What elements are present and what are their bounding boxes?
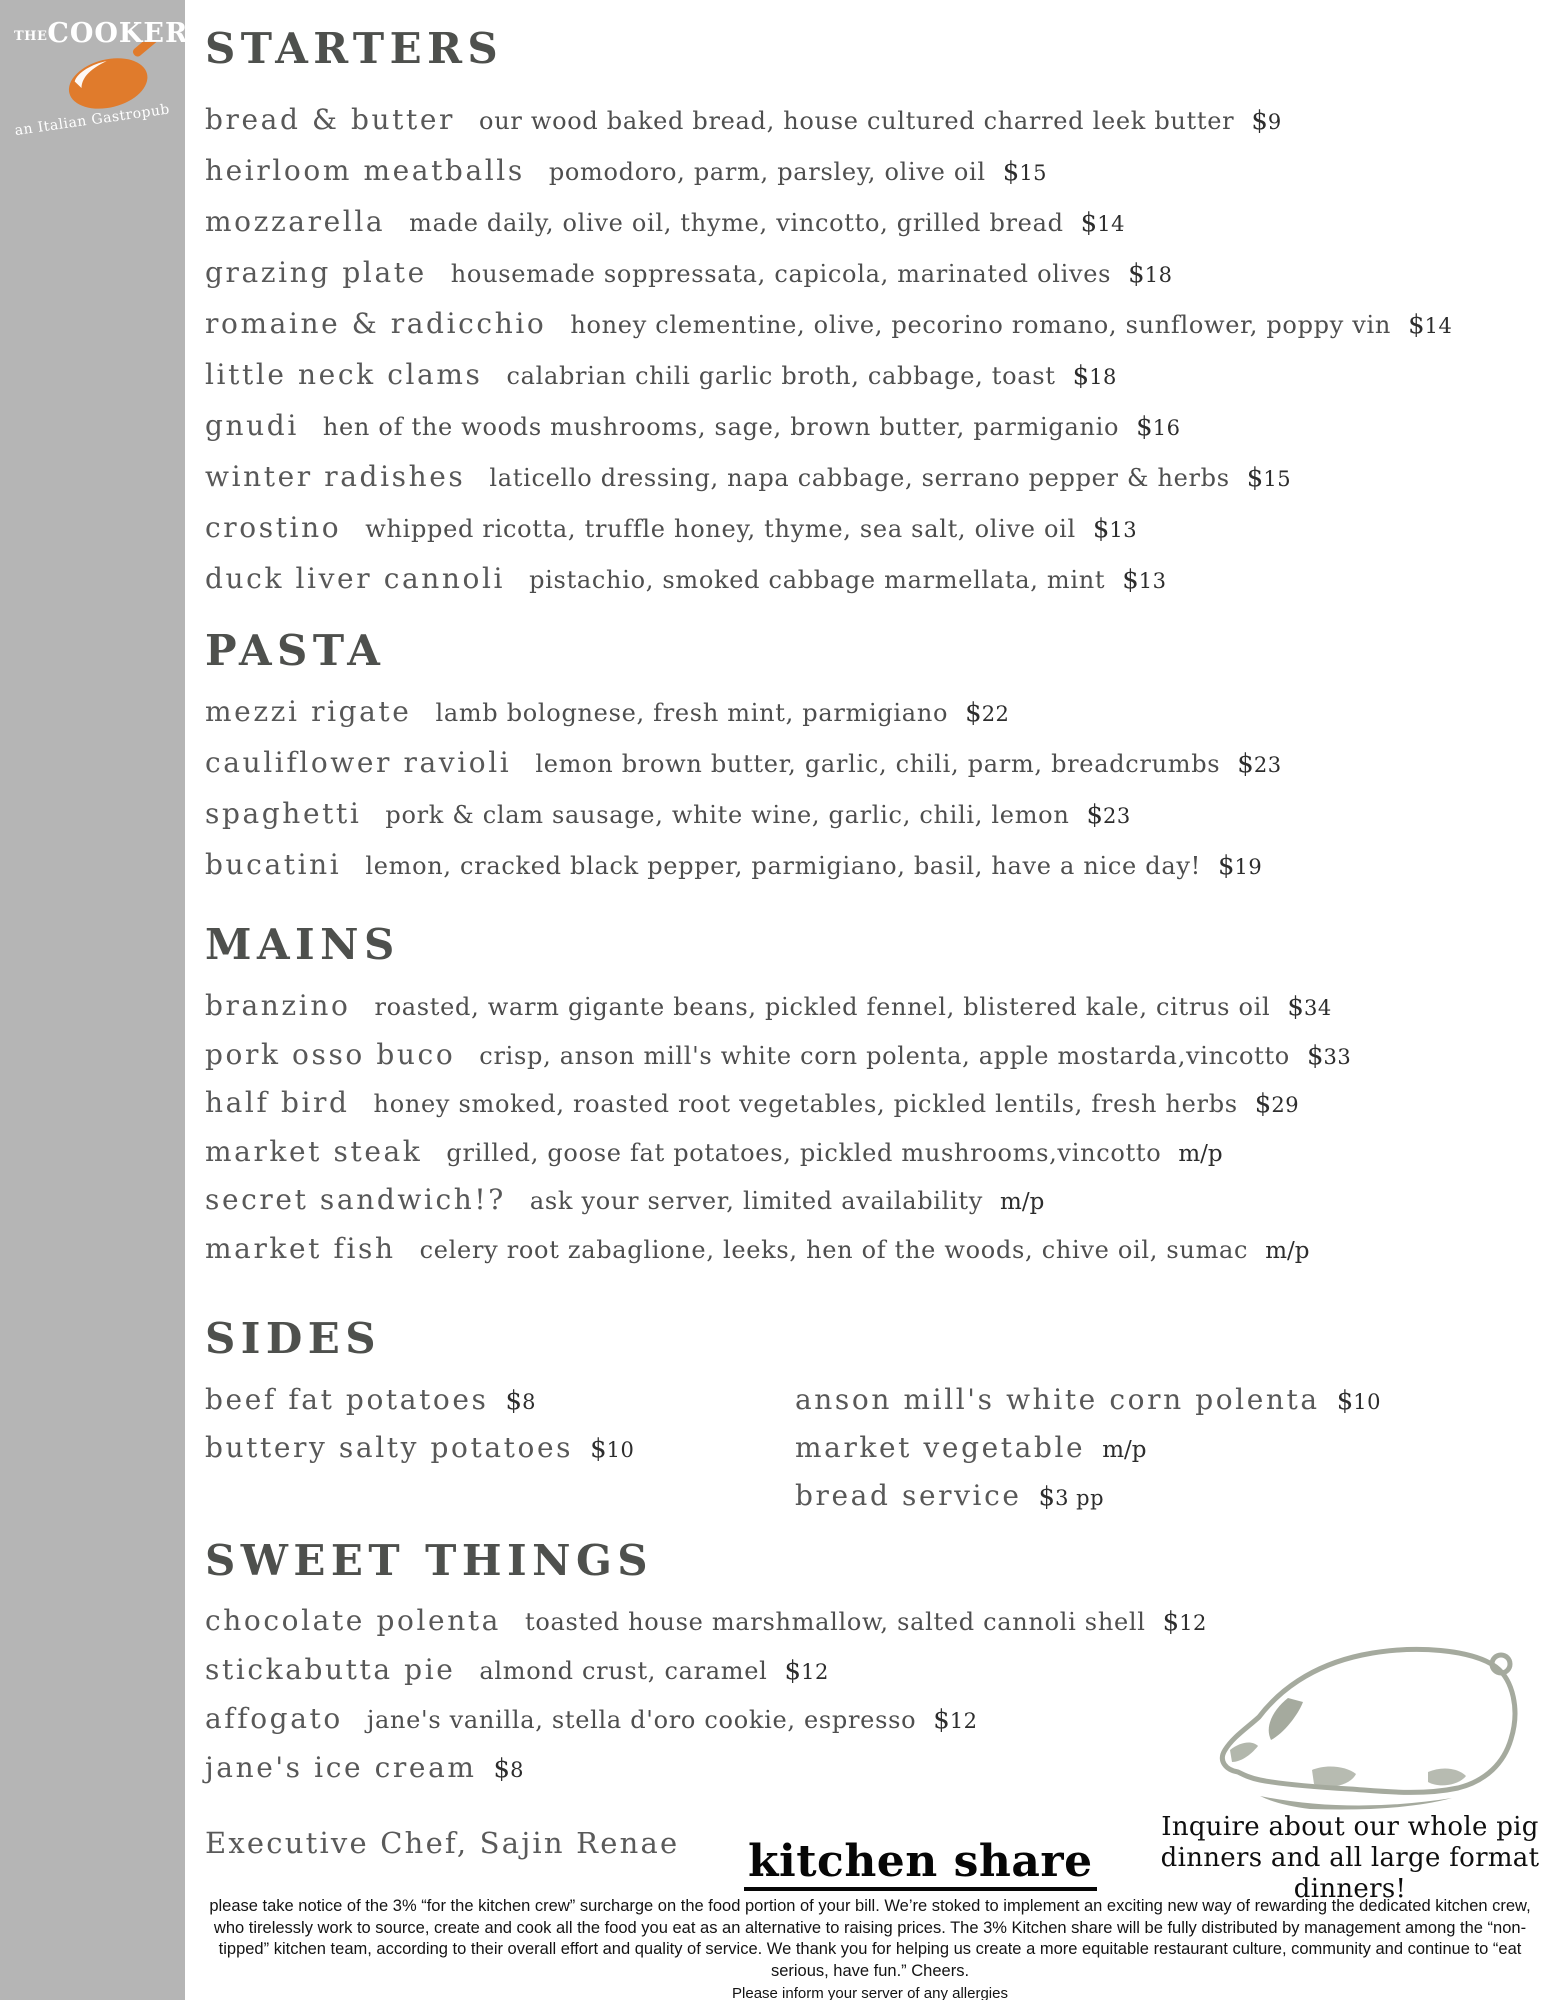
item-name: bread & butter <box>205 103 456 136</box>
logo-the: THE <box>14 29 48 44</box>
menu-item <box>205 1031 1544 1080</box>
item-name: romaine & radicchio <box>205 307 547 340</box>
item-description: lemon, cracked black pepper, parmigiano, basil, have a nice day! <box>365 852 1201 880</box>
item-price: $18 <box>1128 259 1173 289</box>
menu-item <box>205 788 1544 839</box>
item-name: crostino <box>205 511 342 544</box>
item-price: $23 <box>1086 800 1131 830</box>
item-description: ask your server, limited availability <box>529 1187 984 1215</box>
item-price: m/p <box>1265 1237 1310 1264</box>
item-description: pistachio, smoked cabbage marmellata, mint <box>529 566 1106 594</box>
item-price: $29 <box>1254 1089 1300 1119</box>
item-description: calabrian chili garlic broth, cabbage, toast <box>506 362 1056 390</box>
item-price: $19 <box>1217 851 1263 881</box>
section-title: MAINS <box>205 920 400 969</box>
item-price: $15 <box>1002 157 1048 187</box>
item-price: $16 <box>1136 412 1181 442</box>
item-description: lamb bolognese, fresh mint, parmigiano <box>435 699 949 727</box>
item-name: pork osso buco <box>205 1037 456 1071</box>
allergy-note: Please inform your server of any allergies <box>732 1985 1008 2000</box>
item-price: $14 <box>1408 310 1453 340</box>
item-name: market fish <box>205 1231 396 1265</box>
menu-item <box>205 298 1544 349</box>
item-description: whipped ricotta, truffle honey, thyme, sea salt, olive oil <box>365 515 1076 543</box>
section-pasta <box>205 628 1544 890</box>
menu-item <box>205 349 1544 400</box>
menu-item <box>205 451 1544 502</box>
section-columns <box>205 1376 1544 1520</box>
item-description: pomodoro, parm, parsley, olive oil <box>548 158 986 186</box>
pig-illustration <box>1200 1622 1535 1814</box>
item-price: $13 <box>1122 565 1167 595</box>
item-name: mezzi rigate <box>205 695 412 728</box>
item-price: m/p <box>1178 1140 1223 1167</box>
item-name: market vegetable <box>795 1431 1086 1464</box>
menu-item <box>205 839 1544 890</box>
section-starters <box>205 26 1544 604</box>
sides-column-right <box>795 1376 1544 1520</box>
item-price: $10 <box>1336 1386 1381 1416</box>
item-name: gnudi <box>205 409 299 442</box>
item-name: stickabutta pie <box>205 1653 456 1686</box>
item-description: roasted, warm gigante beans, pickled fennel, blistered kale, citrus oil <box>374 993 1271 1021</box>
item-description: crisp, anson mill's white corn polenta, apple mostarda,vincotto <box>479 1041 1290 1070</box>
item-name: branzino <box>205 989 351 1022</box>
item-name: half bird <box>205 1086 350 1119</box>
item-name: jane's ice cream <box>205 1751 477 1784</box>
item-price: $13 <box>1092 514 1138 544</box>
menu-item <box>795 1376 1544 1424</box>
item-price: $15 <box>1246 463 1292 493</box>
section-items <box>205 94 1544 604</box>
item-name: bucatini <box>205 848 342 881</box>
menu-item <box>205 400 1544 451</box>
item-price: $12 <box>784 1656 829 1686</box>
menu-item <box>205 1176 1544 1225</box>
menu-item <box>205 247 1544 298</box>
item-name: little neck clams <box>205 358 483 391</box>
whole-pig-note-line1: Inquire about our whole pig <box>1161 1812 1539 1842</box>
item-price: $33 <box>1306 1040 1352 1071</box>
item-price: $18 <box>1072 361 1117 391</box>
item-name: affogato <box>205 1702 343 1735</box>
section-title: SWEET THINGS <box>205 1536 654 1585</box>
item-description: celery root zabaglione, leeks, hen of the woods, chive oil, sumac <box>419 1235 1249 1264</box>
menu-item <box>795 1424 1544 1472</box>
item-name: buttery salty potatoes <box>205 1431 574 1464</box>
item-price: $8 <box>493 1754 524 1784</box>
menu-item <box>205 94 1544 145</box>
item-price: $10 <box>590 1434 635 1464</box>
item-price: m/p <box>1000 1189 1045 1215</box>
menu-item <box>205 1128 1544 1177</box>
menu-item <box>205 502 1544 553</box>
menu-item <box>205 737 1544 788</box>
menu-item <box>205 1225 1544 1274</box>
item-description: made daily, olive oil, thyme, vincotto, grilled bread <box>409 209 1064 237</box>
item-description: pork & clam sausage, white wine, garlic, chili, lemon <box>385 801 1070 829</box>
menu-item <box>205 1376 795 1424</box>
item-name: anson mill's white corn polenta <box>795 1383 1320 1416</box>
item-description: lemon brown butter, garlic, chili, parm, breadcrumbs <box>535 750 1221 778</box>
item-name: mozzarella <box>205 205 386 238</box>
chef-credit: Executive Chef, Sajin Renae <box>205 1826 680 1860</box>
item-description: hen of the woods mushrooms, sage, brown butter, parmiganio <box>322 413 1120 441</box>
item-price: $8 <box>505 1386 536 1416</box>
section-mains <box>205 922 1544 1273</box>
item-name: grazing plate <box>205 256 427 289</box>
item-name: market steak <box>205 1134 423 1168</box>
item-description: housemade soppressata, capicola, marinated olives <box>450 260 1112 288</box>
item-price: $12 <box>933 1705 978 1735</box>
whole-pig-note-line2: dinners and all large format dinners! <box>1160 1843 1540 1904</box>
item-price: $12 <box>1162 1607 1207 1637</box>
item-price: $34 <box>1287 992 1332 1022</box>
item-description: honey smoked, roasted root vegetables, pickled lentils, fresh herbs <box>373 1090 1238 1118</box>
section-title: STARTERS <box>205 24 504 73</box>
item-description: grilled, goose fat potatoes, pickled mushrooms,vincotto <box>446 1138 1162 1167</box>
section-items <box>205 686 1544 890</box>
item-name: beef fat potatoes <box>205 1383 489 1416</box>
item-price: $22 <box>965 698 1010 728</box>
item-price: $3 pp <box>1038 1482 1105 1512</box>
sides-column-left <box>205 1376 795 1520</box>
item-price: m/p <box>1102 1437 1147 1463</box>
surcharge-paragraph: please take notice of the 3% “for the kitchen crew” surcharge on the food portion of your bill. We’re stoked to implement an exciting new way of rewarding the dedicated kitchen crew, who tirelessly work to source, create and cook all the food you eat as an alternative to raising prices. The 3% Kitchen share will be fully distributed by management among the “non-tipped” kitchen team, according to their overall effort and quality of service. We thank you for helping us create a more equitable restaurant culture, community and continue to “eat serious, have fun.” Cheers. <box>209 1897 1531 1980</box>
kitchen-share-fine-print <box>205 1896 1535 2000</box>
restaurant-logo <box>13 18 208 150</box>
item-name: spaghetti <box>205 797 362 830</box>
item-price: $14 <box>1080 208 1125 238</box>
item-name: heirloom meatballs <box>205 154 525 187</box>
item-name: chocolate polenta <box>205 1604 501 1637</box>
section-items <box>205 982 1544 1273</box>
side-band <box>0 0 208 2000</box>
menu-item <box>205 196 1544 247</box>
menu-item <box>205 145 1544 196</box>
menu-item <box>205 1079 1544 1128</box>
kitchen-share-title: kitchen share <box>744 1838 1097 1891</box>
item-description: our wood baked bread, house cultured charred leek butter <box>479 107 1235 135</box>
item-description: toasted house marshmallow, salted cannoli shell <box>524 1608 1146 1636</box>
menu-item <box>205 982 1544 1031</box>
item-description: honey clementine, olive, pecorino romano, sunflower, poppy vin <box>570 311 1392 339</box>
logo-tagline: an Italian Gastropub <box>13 101 171 140</box>
item-description: almond crust, caramel <box>479 1657 768 1685</box>
item-name: winter radishes <box>205 460 466 493</box>
logo-name: COOKERY <box>47 18 208 49</box>
item-name: duck liver cannoli <box>205 562 506 595</box>
whole-pig-note <box>1130 1812 1562 1905</box>
menu-item <box>205 1424 795 1472</box>
menu-item <box>205 686 1544 737</box>
menu-item <box>205 553 1544 604</box>
item-description: laticello dressing, napa cabbage, serrano pepper & herbs <box>489 464 1230 492</box>
item-name: cauliflower ravioli <box>205 746 512 779</box>
item-price: $9 <box>1251 106 1282 136</box>
item-price: $23 <box>1237 749 1282 779</box>
section-sides <box>205 1316 1544 1520</box>
item-name: bread service <box>795 1479 1022 1512</box>
section-title: PASTA <box>205 626 386 675</box>
section-title: SIDES <box>205 1314 382 1363</box>
item-name: secret sandwich!? <box>205 1183 506 1216</box>
menu-item <box>795 1472 1544 1520</box>
item-description: jane's vanilla, stella d'oro cookie, espresso <box>366 1706 917 1734</box>
